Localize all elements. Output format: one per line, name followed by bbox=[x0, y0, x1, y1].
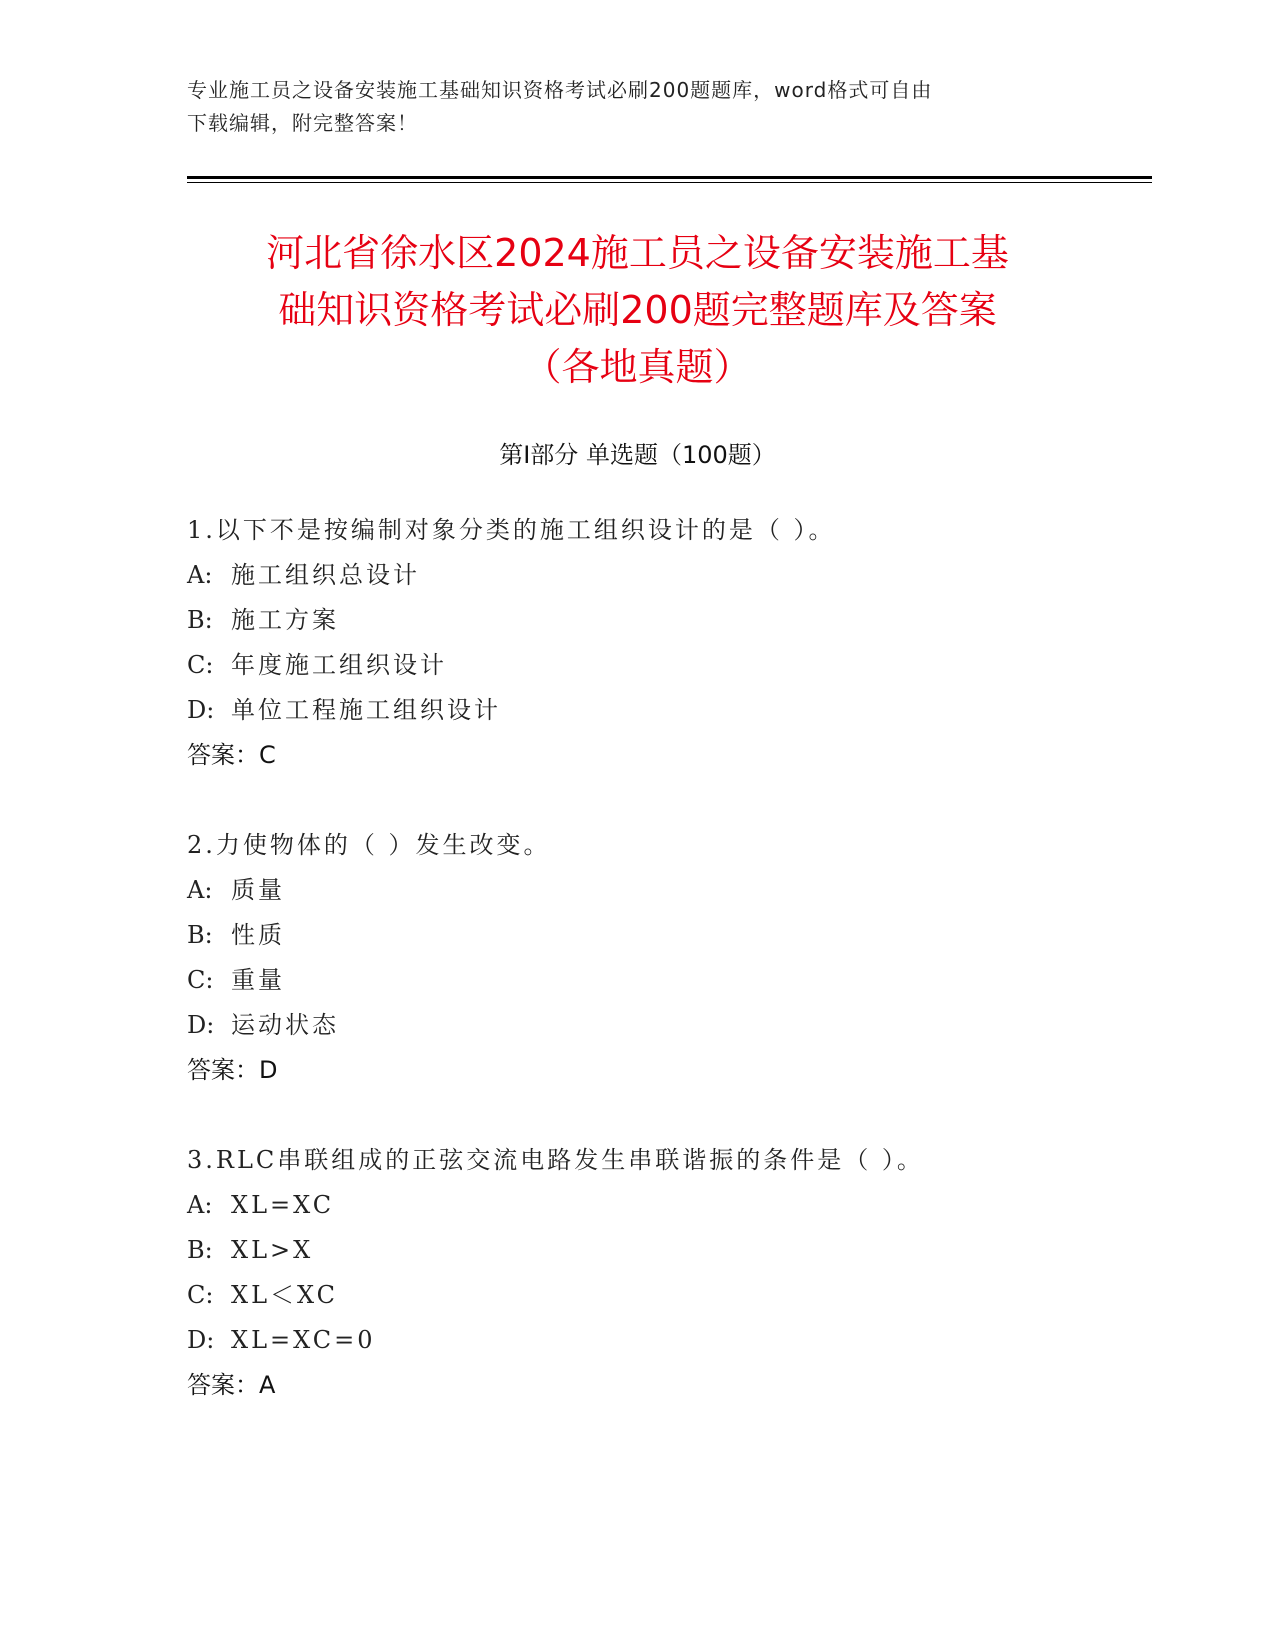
option-b bbox=[187, 1228, 1147, 1273]
option-b bbox=[187, 913, 1147, 958]
header-note-line-2: 下载编辑，附完整答案！ bbox=[187, 111, 418, 135]
option-letter: D: bbox=[187, 696, 215, 724]
option-text: XL＜XC bbox=[231, 1281, 339, 1309]
header-rule-thick bbox=[187, 176, 1152, 179]
option-letter: C: bbox=[187, 966, 214, 994]
question-stem: 3.RLC串联组成的正弦交流电路发生串联谐振的条件是（ ）。 bbox=[187, 1146, 924, 1174]
header-rule-thin bbox=[187, 182, 1152, 183]
option-c bbox=[187, 1273, 1147, 1318]
document-title-line-3: （各地真题） bbox=[523, 345, 752, 389]
option-d bbox=[187, 688, 1147, 733]
option-text: XL=XC=0 bbox=[231, 1326, 376, 1354]
answer-line: 答案：D bbox=[187, 1056, 278, 1084]
question-stem: 1.以下不是按编制对象分类的施工组织设计的是（ ）。 bbox=[187, 516, 836, 544]
option-c bbox=[187, 643, 1147, 688]
option-letter: D: bbox=[187, 1011, 215, 1039]
option-text: 重量 bbox=[231, 966, 285, 994]
option-letter: C: bbox=[187, 1281, 214, 1309]
header-note bbox=[187, 74, 1087, 140]
option-a bbox=[187, 1183, 1147, 1228]
option-text: 单位工程施工组织设计 bbox=[231, 696, 501, 724]
option-c bbox=[187, 958, 1147, 1003]
question-1 bbox=[187, 508, 1147, 778]
option-d bbox=[187, 1318, 1147, 1363]
option-letter: A: bbox=[187, 876, 213, 904]
option-text: 质量 bbox=[231, 876, 285, 904]
question-2 bbox=[187, 823, 1147, 1093]
option-b bbox=[187, 598, 1147, 643]
option-letter: A: bbox=[187, 561, 213, 589]
header-note-line-1: 专业施工员之设备安装施工基础知识资格考试必刷200题题库，word格式可自由 bbox=[187, 78, 933, 102]
option-letter: D: bbox=[187, 1326, 215, 1354]
option-d bbox=[187, 1003, 1147, 1048]
document-title bbox=[150, 225, 1125, 396]
question-3 bbox=[187, 1138, 1147, 1408]
question-stem: 2.力使物体的（ ）发生改变。 bbox=[187, 831, 551, 859]
document-title-line-2: 础知识资格考试必刷200题完整题库及答案 bbox=[278, 288, 997, 332]
option-letter: C: bbox=[187, 651, 214, 679]
option-letter: B: bbox=[187, 606, 213, 634]
document-title-line-1: 河北省徐水区2024施工员之设备安装施工基 bbox=[266, 231, 1009, 275]
section-title: 第Ⅰ部分 单选题（100题） bbox=[499, 441, 776, 469]
option-letter: A: bbox=[187, 1191, 213, 1219]
option-letter: B: bbox=[187, 1236, 213, 1264]
answer-line: 答案：C bbox=[187, 741, 276, 769]
option-text: 年度施工组织设计 bbox=[231, 651, 447, 679]
option-text: 施工组织总设计 bbox=[231, 561, 420, 589]
option-text: XL=XC bbox=[231, 1191, 335, 1219]
option-letter: B: bbox=[187, 921, 213, 949]
option-a bbox=[187, 868, 1147, 913]
option-text: 性质 bbox=[231, 921, 285, 949]
option-text: 运动状态 bbox=[231, 1011, 339, 1039]
option-a bbox=[187, 553, 1147, 598]
option-text: 施工方案 bbox=[231, 606, 339, 634]
option-text: XL>X bbox=[231, 1236, 314, 1264]
answer-line: 答案：A bbox=[187, 1371, 276, 1399]
